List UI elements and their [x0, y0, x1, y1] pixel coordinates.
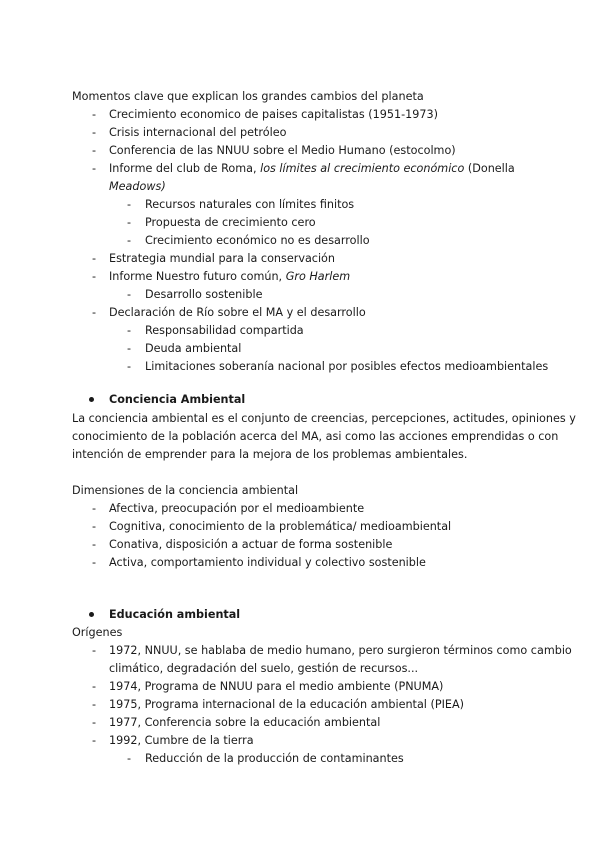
list-dash: - [92, 144, 97, 157]
origin-item-continuation: climático, degradación del suelo, gestión de recursos... [109, 662, 419, 675]
sub-item: Reducción de la producción de contaminantes [145, 752, 404, 765]
list-dash: - [92, 108, 97, 121]
paragraph-line: La conciencia ambiental es el conjunto de creencias, percepciones, actitudes, opiniones y [72, 412, 576, 425]
list-dash: - [127, 360, 132, 373]
list-dash: - [127, 234, 132, 247]
sub-item: Recursos naturales con límites finitos [145, 198, 355, 211]
bullet-icon [89, 612, 94, 617]
bullet-icon [89, 397, 94, 402]
section-heading: Educación ambiental [109, 608, 241, 621]
paragraph-line: conocimiento de la población acerca del MA, asi como las acciones emprendidas o con [72, 430, 559, 443]
origin-item: 1974, Programa de NNUU para el medio ambiente (PNUMA) [109, 680, 444, 693]
list-dash: - [92, 734, 97, 747]
list-dash: - [92, 306, 97, 319]
moment-item: Crecimiento economico de paises capitalistas (1951-1973) [109, 108, 438, 121]
section-heading: Conciencia Ambiental [109, 393, 246, 406]
dimensions-title: Dimensiones de la conciencia ambiental [72, 484, 299, 497]
intro-text: Momentos clave que explican los grandes cambios del planeta [72, 90, 424, 103]
list-dash: - [92, 520, 97, 533]
paragraph-line: intención de emprender para la mejora de los problemas ambientales. [72, 448, 468, 461]
list-dash: - [92, 252, 97, 265]
list-dash: - [127, 198, 132, 211]
moment-item-continuation: Meadows) [109, 180, 166, 193]
moment-item-italic: Gro Harlem [285, 270, 351, 283]
moment-item [109, 268, 350, 286]
list-dash: - [92, 680, 97, 693]
list-dash: - [92, 162, 97, 175]
list-dash: - [127, 342, 132, 355]
origin-item: 1977, Conferencia sobre la educación ambiental [109, 716, 381, 729]
list-dash: - [127, 288, 132, 301]
sub-item: Responsabilidad compartida [145, 324, 304, 337]
list-dash: - [92, 502, 97, 515]
list-dash: - [127, 752, 132, 765]
sub-item: Desarrollo sostenible [145, 288, 263, 301]
origin-item: 1975, Programa internacional de la educación ambiental (PIEA) [109, 698, 464, 711]
list-dash: - [92, 556, 97, 569]
moment-item [109, 160, 515, 178]
list-dash: - [92, 644, 97, 657]
sub-item: Crecimiento económico no es desarrollo [145, 234, 370, 247]
dimension-item: Conativa, disposición a actuar de forma sostenible [109, 538, 393, 551]
list-dash: - [92, 126, 97, 139]
list-dash: - [127, 216, 132, 229]
moment-item-text: Informe Nuestro futuro común, [109, 270, 286, 283]
sub-item: Propuesta de crecimiento cero [145, 216, 316, 229]
sub-item: Limitaciones soberanía nacional por posibles efectos medioambientales [145, 360, 549, 373]
origins-title: Orígenes [72, 626, 123, 639]
list-dash: - [92, 716, 97, 729]
moment-item: Declaración de Río sobre el MA y el desarrollo [109, 306, 366, 319]
moment-item-text: (Donella [464, 162, 515, 175]
list-dash: - [92, 538, 97, 551]
moment-item-italic: los límites al crecimiento económico [260, 162, 465, 175]
origin-item: 1992, Cumbre de la tierra [109, 734, 254, 747]
moment-item-text: Informe del club de Roma, [109, 162, 261, 175]
sub-item: Deuda ambiental [145, 342, 242, 355]
origin-item: 1972, NNUU, se hablaba de medio humano, pero surgieron términos como cambio [109, 644, 572, 657]
list-dash: - [127, 324, 132, 337]
dimension-item: Activa, comportamiento individual y colectivo sostenible [109, 556, 426, 569]
moment-item: Estrategia mundial para la conservación [109, 252, 335, 265]
dimension-item: Afectiva, preocupación por el medioambiente [109, 502, 365, 515]
list-dash: - [92, 698, 97, 711]
moment-item: Crisis internacional del petróleo [109, 126, 287, 139]
moment-item: Conferencia de las NNUU sobre el Medio Humano (estocolmo) [109, 144, 456, 157]
list-dash: - [92, 270, 97, 283]
dimension-item: Cognitiva, conocimiento de la problemática/ medioambiental [109, 520, 452, 533]
